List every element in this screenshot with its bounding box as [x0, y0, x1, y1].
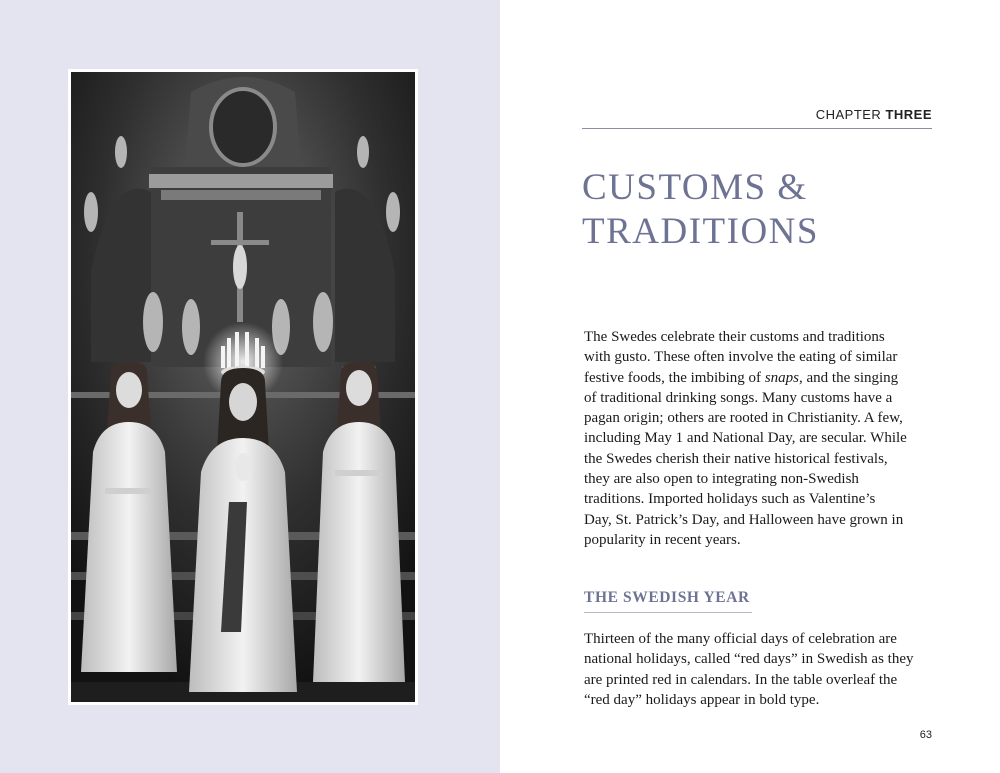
text-line: including May 1 and National Day, are secular. While [584, 430, 907, 447]
text-line: the Swedes cherish their native historical festivals, [584, 450, 888, 467]
text-line: Day, St. Patrick’s Day, and Halloween have grown in [584, 511, 904, 528]
chapter-divider [582, 128, 932, 129]
text-line: The Swedes celebrate their customs and traditions [584, 329, 885, 345]
section-underline [584, 612, 752, 613]
intro-paragraph [584, 327, 936, 550]
chapter-label-prefix: CHAPTER [815, 107, 886, 122]
chapter-title-line: CUSTOMS & [582, 167, 808, 208]
section-heading: THE SWEDISH YEAR [584, 589, 750, 606]
chapter-title [582, 166, 819, 254]
chapter-title-line: TRADITIONS [582, 211, 819, 252]
photo-illustration [71, 72, 415, 702]
right-page [500, 0, 1000, 773]
section-paragraph [584, 629, 936, 710]
chapter-number: THREE [885, 107, 932, 122]
text-line: traditions. Imported holidays such as Valentine’s [584, 491, 876, 508]
text-line: national holidays, called “red days” in Swedish as they [584, 651, 914, 668]
text-line: “red day” holidays appear in bold type. [584, 691, 820, 708]
text-line: Thirteen of the many official days of celebration are [584, 631, 897, 647]
text-line: are printed red in calendars. In the table overleaf the [584, 671, 898, 688]
photo-lucia-procession [68, 69, 418, 705]
chapter-label [816, 107, 932, 122]
text-line: popularity in recent years. [584, 531, 741, 548]
text-line: festive foods, the imbibing of snaps, and the singing [584, 369, 899, 386]
text-line: of traditional drinking songs. Many customs have a [584, 389, 893, 406]
text-line: pagan origin; others are rooted in Christianity. A few, [584, 410, 903, 427]
page-number: 63 [919, 729, 932, 741]
text-line: with gusto. These often involve the eating of similar [584, 349, 898, 366]
text-line: they are also open to integrating non-Swedish [584, 471, 859, 488]
